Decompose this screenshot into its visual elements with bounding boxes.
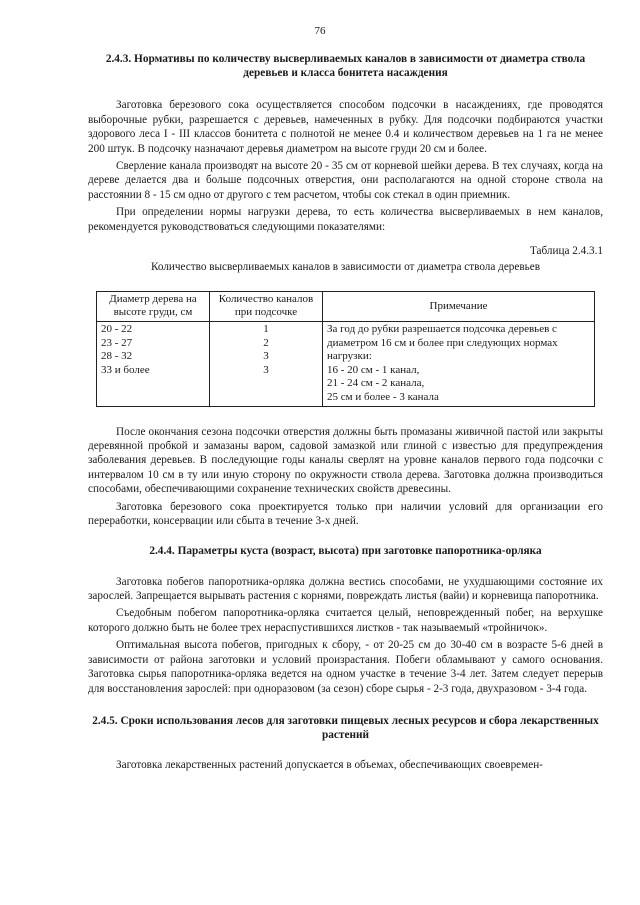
- channels-value: 1: [263, 323, 269, 336]
- channels-value: 2: [263, 336, 269, 349]
- diameter-cell: [97, 322, 210, 407]
- table-row: [97, 322, 595, 407]
- column-header-diameter: Диаметр дерева на высоте груди, см: [97, 291, 210, 321]
- table-caption: Количество высверливаемых каналов в зависимости от диаметра ствола деревьев: [151, 261, 540, 274]
- paragraph: Заготовка побегов папоротника-орляка должна вестись способами, не ухудшающими состояние их зарослей. Запрещается вырывать растения с корнями, повреждать листья (вайи) и корневища папоротника.: [88, 575, 603, 603]
- paragraph: Оптимальная высота побегов, пригодных к сбору, - от 20-25 см до 30-40 см в возрасте 5-6 дней в зависимости от района заготовки и условий произрастания. Побеги обламывают у самого основания. Заготовка сырья папоротника-орляка ведется на одном участке в течение 3-4 лет. Затем следует перерыв для восстановления зарослей: при одноразовом (за сезон) сборе сырья - 2-3 года, двухразовом - 3-4 года.: [88, 639, 603, 695]
- diameter-value: 20 - 22: [101, 323, 133, 336]
- diameter-value: 28 - 32: [101, 350, 133, 363]
- paragraph: Сверление канала производят на высоте 20 - 35 см от корневой шейки дерева. В тех случаях, когда на дереве делается два и больше подсочных отверстия, они располагаются на одной стороне ствола на расстоянии 8 - 15 см одно от другого с тем расчетом, чтобы сок стекал в один приемник.: [88, 160, 603, 201]
- channels-value: 3: [263, 363, 269, 376]
- paragraph: После окончания сезона подсочки отверстия должны быть промазаны живичной пастой или закрыты деревянной пробкой и замазаны варом, садовой замазкой или глиной с известью для предупреждения заболевания деревьев. В последующие годы каналы сверлят на уровне каналов первого года подсочки с интервалом 10 см в ту или иную сторону по окружности ствола дерева. Заготовка должна производиться способами, обеспечивающими сохранение технических свойств древесины.: [88, 425, 603, 496]
- page-number: 76: [314, 25, 326, 37]
- column-header-channels: Количество каналов при подсочке: [210, 291, 323, 321]
- note-line: За год до рубки разрешается подсочка деревьев с диаметром 16 см и более при следующих нормах нагрузки:: [327, 323, 558, 363]
- channels-table: [96, 291, 595, 407]
- note-line: 25 см и более - 3 канала: [327, 391, 439, 404]
- note-line: 21 - 24 см - 2 канала,: [327, 377, 425, 390]
- paragraph: Заготовка березового сока проектируется только при наличии условий для организации его переработки, консервации или сбыта в течение 3-х дней.: [88, 500, 603, 528]
- note-cell: [323, 322, 595, 407]
- diameter-value: 33 и более: [101, 363, 150, 376]
- column-header-note: Примечание: [323, 291, 595, 321]
- section-heading-2-4-5: 2.4.5. Сроки использования лесов для заготовки пищевых лесных ресурсов и сбора лекарственных растений: [92, 714, 599, 742]
- paragraph: Заготовка лекарственных растений допускается в объемах, обеспечивающих своевремен-: [116, 759, 543, 772]
- page-content: [88, 52, 603, 776]
- diameter-value: 23 - 27: [101, 336, 133, 349]
- channels-value: 3: [263, 350, 269, 363]
- paragraph: При определении нормы нагрузки дерева, то есть количества высверливаемых в нем каналов, рекомендуется руководствоваться следующими показателями:: [88, 206, 603, 233]
- section-heading-2-4-4: 2.4.4. Параметры куста (возраст, высота) при заготовке папоротника-орляка: [149, 545, 542, 558]
- table-header-row: [97, 291, 595, 321]
- channels-cell: [210, 322, 323, 407]
- section-heading-2-4-3: 2.4.3. Нормативы по количеству высверливаемых каналов в зависимости от диаметра ствола деревьев и класса бонитета насаждения: [105, 53, 586, 80]
- paragraph: Заготовка березового сока осуществляется способом подсочки в насаждениях, где проводятся выборочные рубки, разрешается с деревьев, намеченных в рубку. Для подсочки подбираются участки здорового леса I - III классов бонитета с полнотой не менее 0.4 и количеством деревьев на 1 га не менее 200 штук. В подсочку назначают деревья диаметром на высоте груди 20 см и более.: [88, 99, 603, 155]
- note-line: 16 - 20 см - 1 канал,: [327, 363, 420, 376]
- paragraph: Съедобным побегом папоротника-орляка считается целый, неповрежденный побег, на верхушке которого должно быть не более трех нераспустившихся листков - так называемый «тройничок».: [88, 607, 603, 634]
- table-number: Таблица 2.4.3.1: [529, 245, 603, 258]
